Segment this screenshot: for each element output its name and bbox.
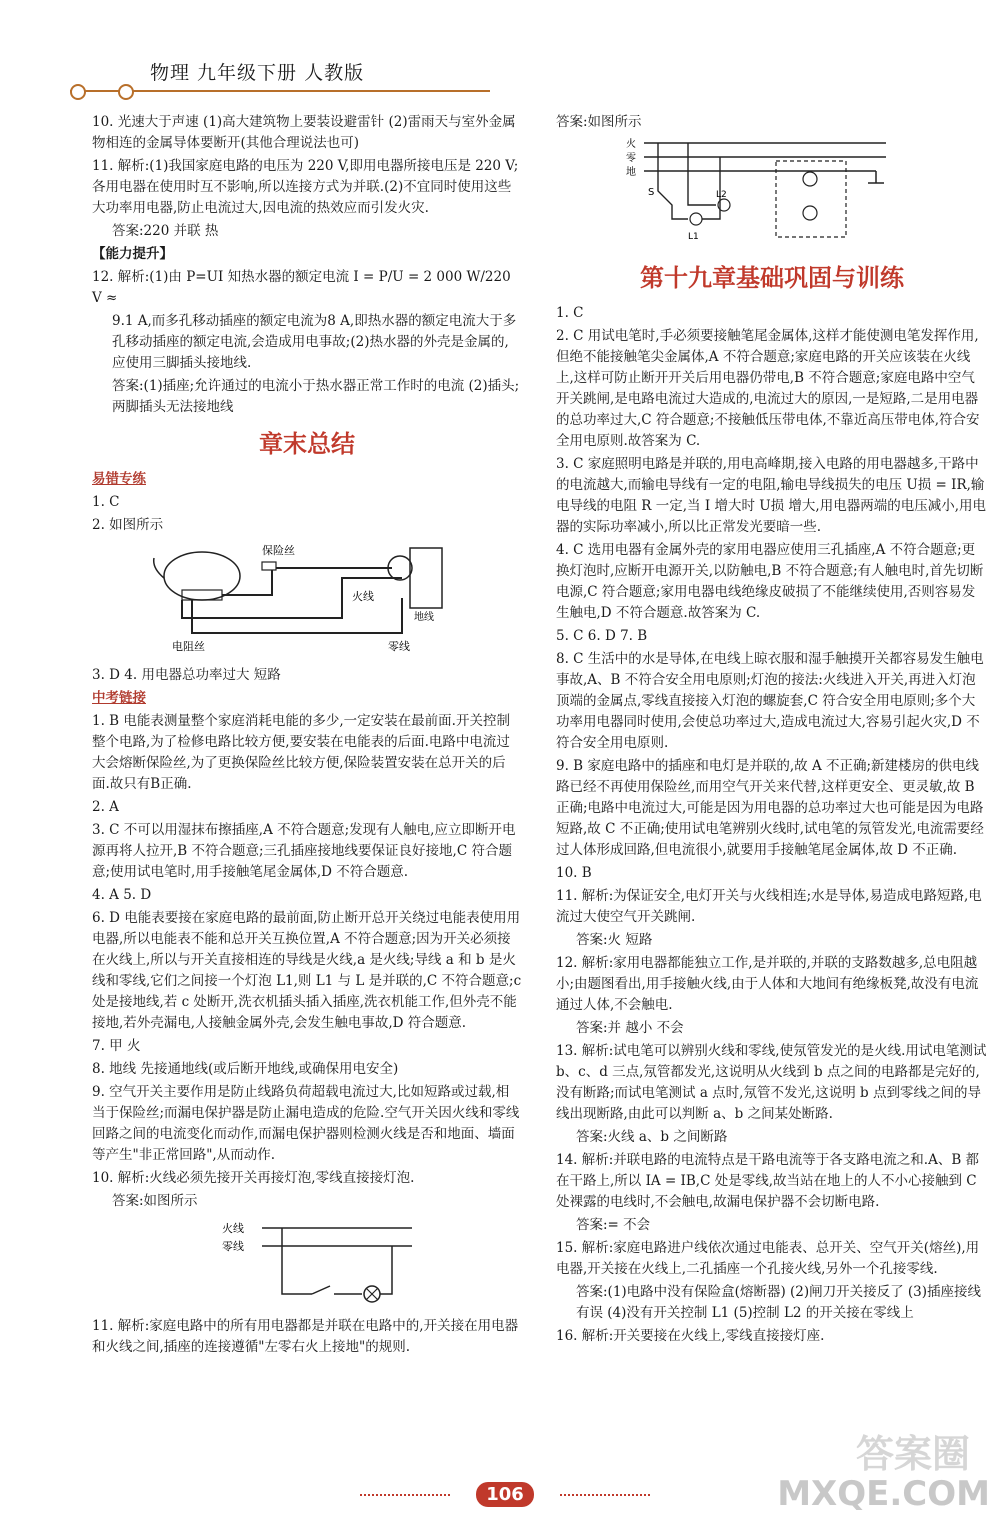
answer-item: 答案:(1)电路中没有保险盒(熔断器) (2)闸刀开关接反了 (3)插座接线有误 (4)没有开关控制 L1 (5)控制 L2 的开关接在零线上 <box>576 1284 982 1321</box>
section-title: 章末总结 <box>259 430 355 458</box>
answer-item: 7. 甲 火 <box>92 1038 141 1054</box>
answer-item: 9.1 A,而多孔移动插座的额定电流为8 A,即热水器的额定电流大于多孔移动插座的额定电流,会造成用电事故;(2)热水器的外壳是金属的,应使用三脚插头接地线. <box>112 313 517 371</box>
section-tag: 【能力提升】 <box>92 246 173 262</box>
page-number-box <box>440 1482 570 1507</box>
header-ornament <box>118 84 134 100</box>
answer-item: 1. C <box>556 305 584 321</box>
label-l2: L2 <box>716 190 727 200</box>
answer-item: 15. 解析:家庭电路进户线依次通过电能表、总开关、空气开关(熔丝),用电器,开关接在火线上,二孔插座一个孔接火线,另外一个孔接零线. <box>556 1240 980 1277</box>
answer-item: 8. 地线 先接通地线(或后断开地线,或确保用电安全) <box>92 1061 399 1077</box>
label-fuse: 保险丝 <box>262 544 295 557</box>
kettle-circuit-figure <box>152 538 452 658</box>
answer-item: 9. 空气开关主要作用是防止线路负荷超载电流过大,比如短路或过载,相当于保险丝;而漏电保护器是防止漏电造成的危险.空气开关因火线和零线回路之间的电流变化而动作,而漏电保护器则检测火线是否和地面、墙面等产生"非正常回路",从而动作. <box>92 1084 520 1163</box>
answer-item: 5. C 6. D 7. B <box>556 628 648 644</box>
answer-item: 答案:220 并联 热 <box>112 223 219 239</box>
answer-item: 答案:(1)插座;允许通过的电流小于热水器正常工作时的电流 (2)插头;两脚插头无法接地线 <box>112 378 520 415</box>
switch-lamp-figure <box>222 1214 422 1309</box>
answer-item: 答案:火 短路 <box>576 932 653 948</box>
answer-item: 1. B 电能表测量整个家庭消耗电能的多少,一定安装在最前面.开关控制整个电路,为了检修电路比较方便,要安装在电能表的后面.电路中电流过大会熔断保险丝,为了更换保险丝比较方便,保险装置安装在总开关的后面.故只有B正确. <box>92 713 510 792</box>
watermark-url: MXQE.COM <box>777 1474 990 1514</box>
answer-item: 2. A <box>92 799 119 815</box>
answer-item: 10. 光速大于声速 (1)高大建筑物上要装设避雷针 (2)雷雨天与室外金属物相连的金属导体要断开(其他合理说法也可) <box>92 114 516 151</box>
kettle-shape <box>164 552 240 600</box>
label-s: S <box>648 187 655 198</box>
answer-item: 12. 解析:家用电器都能独立工作,是并联的,并联的支路数越多,总电阻越小;由题图看出,用手接触火线,由于人体和大地间有绝缘板凳,故没有电流通过人体,不会触电. <box>556 955 979 1013</box>
label-zero: 零线 <box>388 640 410 653</box>
answer-item: 16. 解析:开关要接在火线上,零线直接接灯座. <box>556 1328 825 1344</box>
home-circuit-figure <box>616 135 896 245</box>
label-fire: 火线 <box>352 590 374 603</box>
page-dots <box>560 1494 650 1496</box>
answer-item: 答案:如图所示 <box>112 1193 198 1209</box>
answer-item: 14. 解析:并联电路的电流特点是干路电流等于各支路电流之和.A、B 都在干路上,所以 IA = IB,C 处是零线,故当站在地上的人不小心接触到 C 处裸露的电线时,不会触电,故漏电保护器不会切断电路. <box>556 1152 980 1210</box>
lamp-l1-icon <box>690 213 702 225</box>
label-zero: 零 <box>626 153 636 164</box>
answer-item: 8. C 生活中的水是导体,在电线上晾衣服和湿手触摸开关都容易发生触电事故,A、B 不符合安全用电原则;灯泡的接法:火线进入开关,再进入灯泡顶端的金属点,零线直接接入灯泡的螺旋套,C 符合安全用电原则;多个大功率用电器同时使用,会使总功率过大,造成电流过大,容易引起火灾,D 不符合安全用电原则. <box>556 651 984 751</box>
page-dots <box>360 1494 450 1496</box>
answer-item: 3. D 4. 用电器总功率过大 短路 <box>92 667 281 683</box>
answer-item: 1. C <box>92 494 120 510</box>
answer-item: 6. D 电能表要接在家庭电路的最前面,防止断开总开关绕过电能表使用用电器,所以电能表不能和总开关互换位置,A 不符合题意;因为开关必须接在火线上,所以与开关直接相连的导线是火线,a 是火线;导线 a 和 b 是火线和零线,它们之间接一个灯泡 L1,则 L1 与 L 是并联的,C 不符合题意;c 处是接地线,若 c 处断开,洗衣机插头插入插座,洗衣机能工作,但外壳不能接地,若外壳漏电,人接触金属外壳,会发生触电事故,D 符合题意. <box>92 910 522 1031</box>
watermark-logo: 答案圈 <box>855 1432 970 1476</box>
left-column <box>92 112 522 1360</box>
label-zero: 零线 <box>222 1240 244 1253</box>
section-title: 第十九章基础巩固与训练 <box>640 264 904 292</box>
header-title: 物理 九年级下册 人教版 <box>150 62 365 84</box>
answer-item: 2. C 用试电笔时,手必须要接触笔尾金属体,这样才能使测电笔发挥作用,但绝不能接触笔尖金属体,A 不符合题意;家庭电路的开关应该装在火线上,这样可防止断开开关后用电器仍带电,B 不符合题意;家庭电路中空气开关跳闸,是电路电流过大造成的,电流过大的原因,一是短路,二是用电器的总功率过大,C 符合题意;不接触低压带电体,不靠近高压带电体,符合安全用电原则.故答案为 C. <box>556 328 980 449</box>
socket-icon <box>410 548 442 608</box>
answer-item: 10. B <box>556 865 592 881</box>
answer-item: 11. 解析:(1)我国家庭电路的电压为 220 V,即用电器所接电压是 220 V;各用电器在使用时互不影响,所以连接方式为并联.(2)不宜同时使用这些大功率用电器,防止电流过大,因电流的热效应而引发火灾. <box>92 158 519 216</box>
label-l1: L1 <box>688 232 699 242</box>
label-fire: 火 <box>626 139 636 150</box>
answer-item: 10. 解析:火线必须先接开关再接灯泡,零线直接接灯泡. <box>92 1170 415 1186</box>
answer-item: 4. C 选用电器有金属外壳的家用电器应使用三孔插座,A 不符合题意;更换灯泡时,应断开电源开关,以防触电,B 不符合题意;有人触电时,首先切断电源,C 符合题意;家用电器电线绝缘皮破损了不能继续使用,否则容易发生触电,D 不符合题意.故答案为 C. <box>556 542 984 621</box>
label-ground: 地线 <box>414 612 434 623</box>
answer-item: 2. 如图所示 <box>92 517 164 533</box>
answer-item: 3. C 家庭照明电路是并联的,用电高峰期,接入电路的用电器越多,干路中的电流越大,而输电导线有一定的电阻,输电导线损失的电压 U损 = IR,输电导线的电阻 R 一定,当 I 增大时 U损 增大,用电器两端的电压减小,用电器的实际功率减小,所以比正常发光要暗一些. <box>556 456 986 535</box>
answer-item: 12. 解析:(1)由 P=UI 知热水器的额定电流 I = P/U = 2 000 W/220 V ≈ <box>92 269 511 306</box>
answer-item: 3. C 不可以用湿抹布擦插座,A 不符合题意;发现有人触电,应立即断开电源再将人拉开,B 不符合题意;三孔插座接地线要保证良好接地,C 符合题意;使用试电笔时,用手接触笔尾金属体,D 不符合题意. <box>92 822 516 880</box>
label-ground: 地 <box>626 167 636 178</box>
fuse-icon <box>262 562 276 570</box>
answer-item: 11. 解析:家庭电路中的所有用电器都是并联在电路中的,开关接在用电器和火线之间,插座的连接遵循"左零右火上接地"的规则. <box>92 1318 519 1355</box>
answer-item: 11. 解析:为保证安全,电灯开关与火线相连;水是导体,易造成电路短路,电流过大使空气开关跳闸. <box>556 888 982 925</box>
label-resist: 电阻丝 <box>172 640 205 653</box>
answer-item: 答案:如图所示 <box>556 114 642 130</box>
answer-item: 答案:= 不会 <box>576 1217 651 1233</box>
header-ornament <box>70 84 86 100</box>
answer-item: 4. A 5. D <box>92 887 152 903</box>
switch-icon <box>312 1286 330 1294</box>
answer-item: 13. 解析:试电笔可以辨别火线和零线,使氖管发光的是火线.用试电笔测试 b、c、d 三点,氖管都发光,这说明从火线到 b 点之间的电路都是完好的,没有断路;而试电笔测试 a 点时,氖管不发光,这说明 b 点到零线之间的导线出现断路,由此可以判断 a、b 之间某处断路. <box>556 1043 987 1122</box>
right-column <box>556 112 988 1349</box>
section-tag: 易错专练 <box>92 471 146 487</box>
answer-item: 答案:并 越小 不会 <box>576 1020 684 1036</box>
page-number: 106 <box>476 1482 534 1507</box>
section-tag: 中考链接 <box>92 690 146 706</box>
answer-item: 9. B 家庭电路中的插座和电灯是并联的,故 A 不正确;新建楼房的供电线路已经不再使用保险丝,而用空气开关来代替,这样更安全、更灵敏,故 B 正确;电路中电流过大,可能是因为用电器的总功率过大也可能是因为电路短路,故 C 不正确;使用试电笔辨别火线时,试电笔的氖管发光,电流需要经过人体形成回路,但电流很小,就要用手接触笔尾金属体,故 D 不正确. <box>556 758 984 858</box>
label-fire: 火线 <box>222 1222 244 1235</box>
answer-item: 答案:火线 a、b 之间断路 <box>576 1129 728 1145</box>
